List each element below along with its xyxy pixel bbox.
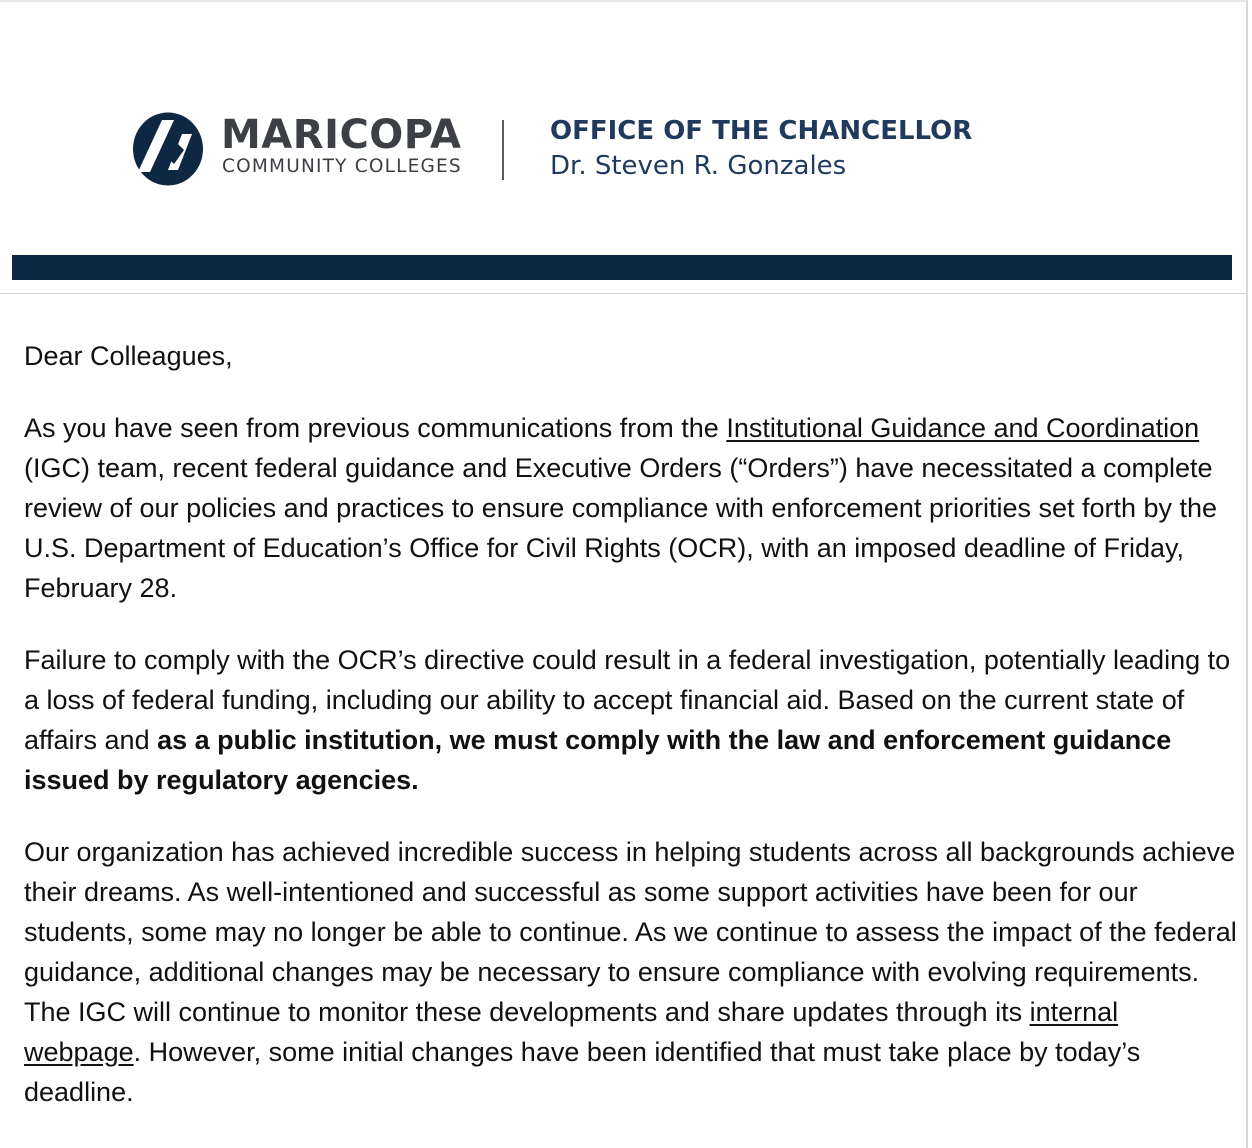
maricopa-logo-icon (132, 112, 204, 186)
p1-text-after: (IGC) team, recent federal guidance and Executive Orders (“Orders”) have necessitated a complete review of our policies and practices to ensure compliance with enforcement priorities set forth by the U.S. Department of Education’s Office for Civil Rights (OCR), with an imposed deadline of Friday, February 28. (24, 453, 1218, 603)
brand-name: MARICOPA (221, 112, 462, 158)
igc-link[interactable]: Institutional Guidance and Coordination (726, 413, 1200, 443)
header-navy-bar (12, 255, 1232, 280)
brand-subtitle: COMMUNITY COLLEGES (222, 156, 462, 177)
p2-bold-text: as a public institution, we must comply with the law and enforcement guidance issued by regulatory agencies. (24, 725, 1172, 795)
email-body (24, 336, 1239, 1144)
paragraph-igc-review (24, 408, 1239, 608)
p1-text-before: As you have seen from previous communications from the (24, 413, 727, 443)
email-header (0, 2, 1246, 294)
internal-webpage-link[interactable]: internal webpage (24, 997, 1119, 1067)
greeting: Dear Colleagues, (24, 341, 233, 371)
p3-text-before: Our organization has achieved incredible success in helping students across all backgrounds achieve their dreams. As well-intentioned and successful as some support activities have been for our students, some may no longer be able to continue. As we continue to assess the impact of the federal guidance, additional changes may be necessary to ensure compliance with evolving requirements. The IGC will continue to monitor these developments and share updates through its (24, 837, 1237, 1027)
paragraph-compliance (24, 640, 1239, 800)
office-title: OFFICE OF THE CHANCELLOR (550, 116, 973, 146)
office-name: Dr. Steven R. Gonzales (550, 151, 847, 181)
p2-text: Failure to comply with the OCR’s directive could result in a federal investigation, potentially leading to a loss of federal funding, including our ability to accept financial aid. Based on the current state of affairs and (24, 645, 1231, 755)
paragraph-success (24, 832, 1239, 1112)
p3-text-after: . However, some initial changes have been identified that must take place by today’s deadline. (24, 1037, 1141, 1107)
header-divider (502, 120, 504, 180)
